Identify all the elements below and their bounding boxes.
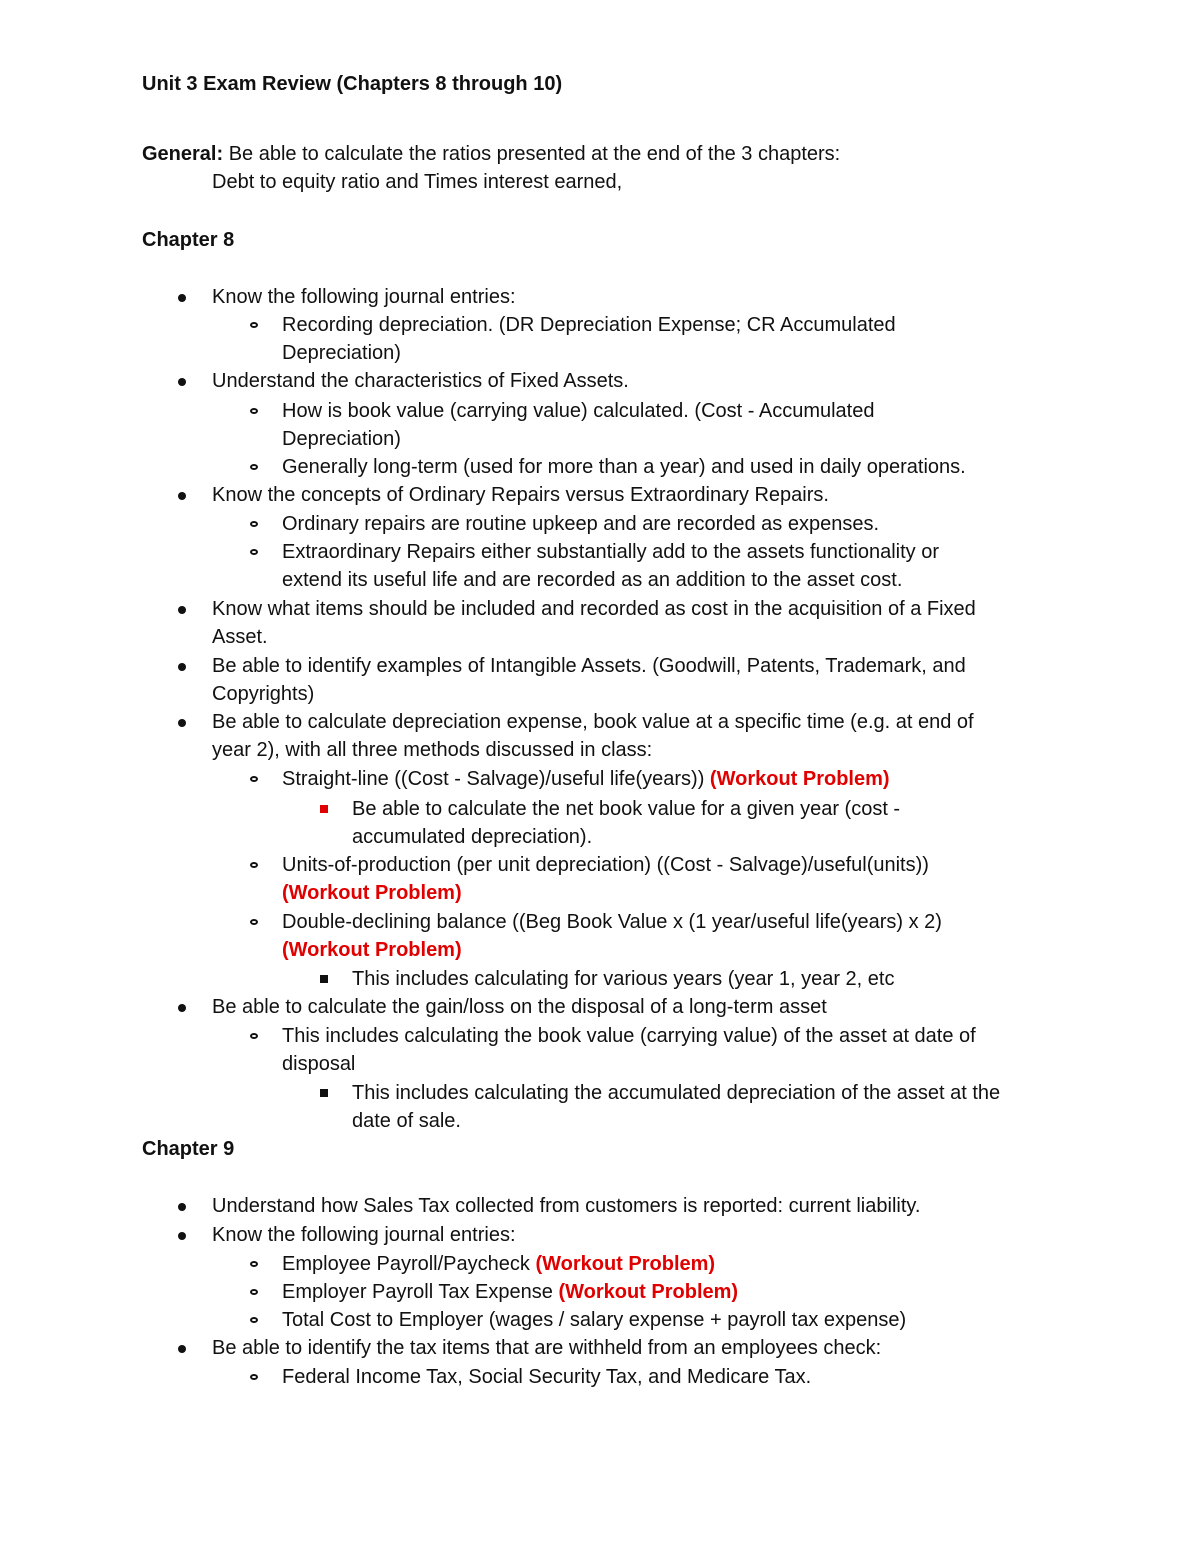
list-item: Understand how Sales Tax collected from customers is reported: current liability. bbox=[212, 1195, 921, 1217]
general-label: General: bbox=[142, 143, 224, 165]
general-sub: Debt to equity ratio and Times interest earned, bbox=[212, 171, 623, 193]
list-item-cont: Depreciation) bbox=[282, 342, 401, 364]
list-item bbox=[282, 765, 890, 793]
bullet-icon bbox=[178, 663, 186, 671]
square-bullet-icon bbox=[320, 805, 328, 813]
circle-bullet-icon bbox=[250, 1374, 258, 1380]
list-item-cont: extend its useful life and are recorded as an addition to the asset cost. bbox=[282, 569, 903, 591]
list-item bbox=[282, 1278, 738, 1306]
list-item: Know the following journal entries: bbox=[212, 286, 516, 308]
list-item: Be able to calculate the net book value for a given year (cost - bbox=[352, 798, 901, 820]
circle-bullet-icon bbox=[250, 862, 258, 868]
list-item: This includes calculating the book value (carrying value) of the asset at date of bbox=[282, 1025, 976, 1047]
straight-line-text: Straight-line ((Cost - Salvage)/useful life(years)) bbox=[282, 768, 710, 790]
bullet-icon bbox=[178, 294, 186, 302]
circle-bullet-icon bbox=[250, 919, 258, 925]
list-item-cont: date of sale. bbox=[352, 1110, 461, 1132]
list-item: Know the concepts of Ordinary Repairs versus Extraordinary Repairs. bbox=[212, 484, 829, 506]
list-item-cont: Copyrights) bbox=[212, 683, 315, 705]
bullet-icon bbox=[178, 492, 186, 500]
circle-bullet-icon bbox=[250, 408, 258, 414]
circle-bullet-icon bbox=[250, 521, 258, 527]
workout-problem-tag: (Workout Problem) bbox=[282, 882, 462, 904]
chapter-9-heading: Chapter 9 bbox=[142, 1138, 235, 1160]
workout-problem-tag: (Workout Problem) bbox=[282, 939, 462, 961]
list-item: Know the following journal entries: bbox=[212, 1224, 516, 1246]
general-text: Be able to calculate the ratios presented at the end of the 3 chapters: bbox=[223, 143, 841, 165]
bullet-icon bbox=[178, 378, 186, 386]
list-item-cont: Depreciation) bbox=[282, 428, 401, 450]
employee-payroll-text: Employee Payroll/Paycheck bbox=[282, 1253, 536, 1275]
square-bullet-icon bbox=[320, 975, 328, 983]
bullet-icon bbox=[178, 1345, 186, 1353]
workout-problem-tag: (Workout Problem) bbox=[709, 768, 890, 790]
list-item: Total Cost to Employer (wages / salary expense + payroll tax expense) bbox=[282, 1309, 907, 1331]
list-item: Extraordinary Repairs either substantially add to the assets functionality or bbox=[282, 541, 940, 563]
list-item: Units-of-production (per unit depreciation) ((Cost - Salvage)/useful(units)) bbox=[282, 854, 929, 876]
bullet-icon bbox=[178, 1232, 186, 1240]
list-item-cont: Asset. bbox=[212, 626, 268, 648]
list-item-cont: year 2), with all three methods discussed in class: bbox=[212, 739, 653, 761]
list-item: Ordinary repairs are routine upkeep and are recorded as expenses. bbox=[282, 513, 880, 535]
workout-problem-tag: (Workout Problem) bbox=[535, 1253, 716, 1275]
list-item: Understand the characteristics of Fixed Assets. bbox=[212, 370, 629, 392]
list-item: This includes calculating the accumulated depreciation of the asset at the bbox=[352, 1082, 1001, 1104]
circle-bullet-icon bbox=[250, 322, 258, 328]
list-item: This includes calculating for various years (year 1, year 2, etc bbox=[352, 968, 895, 990]
employer-payroll-tax-text: Employer Payroll Tax Expense bbox=[282, 1281, 559, 1303]
general-line bbox=[142, 140, 840, 168]
list-item: How is book value (carrying value) calculated. (Cost - Accumulated bbox=[282, 400, 875, 422]
circle-bullet-icon bbox=[250, 1317, 258, 1323]
circle-bullet-icon bbox=[250, 1261, 258, 1267]
workout-problem-tag: (Workout Problem) bbox=[558, 1281, 739, 1303]
circle-bullet-icon bbox=[250, 1289, 258, 1295]
bullet-icon bbox=[178, 1004, 186, 1012]
circle-bullet-icon bbox=[250, 549, 258, 555]
page-title: Unit 3 Exam Review (Chapters 8 through 10) bbox=[142, 73, 563, 95]
list-item-cont: accumulated depreciation). bbox=[352, 826, 593, 848]
list-item-cont: disposal bbox=[282, 1053, 356, 1075]
bullet-icon bbox=[178, 719, 186, 727]
list-item: Be able to calculate the gain/loss on the disposal of a long-term asset bbox=[212, 996, 827, 1018]
list-item bbox=[282, 1250, 715, 1278]
list-item: Recording depreciation. (DR Depreciation Expense; CR Accumulated bbox=[282, 314, 896, 336]
circle-bullet-icon bbox=[250, 776, 258, 782]
list-item: Federal Income Tax, Social Security Tax, and Medicare Tax. bbox=[282, 1366, 812, 1388]
bullet-icon bbox=[178, 606, 186, 614]
list-item: Be able to identify the tax items that are withheld from an employees check: bbox=[212, 1337, 882, 1359]
list-item: Generally long-term (used for more than a year) and used in daily operations. bbox=[282, 456, 966, 478]
list-item: Be able to identify examples of Intangible Assets. (Goodwill, Patents, Trademark, and bbox=[212, 655, 966, 677]
bullet-icon bbox=[178, 1203, 186, 1211]
list-item: Be able to calculate depreciation expense, book value at a specific time (e.g. at end of bbox=[212, 711, 974, 733]
circle-bullet-icon bbox=[250, 1033, 258, 1039]
chapter-8-heading: Chapter 8 bbox=[142, 229, 235, 251]
list-item: Know what items should be included and recorded as cost in the acquisition of a Fixed bbox=[212, 598, 976, 620]
square-bullet-icon bbox=[320, 1089, 328, 1097]
list-item: Double-declining balance ((Beg Book Value x (1 year/useful life(years) x 2) bbox=[282, 911, 942, 933]
circle-bullet-icon bbox=[250, 464, 258, 470]
